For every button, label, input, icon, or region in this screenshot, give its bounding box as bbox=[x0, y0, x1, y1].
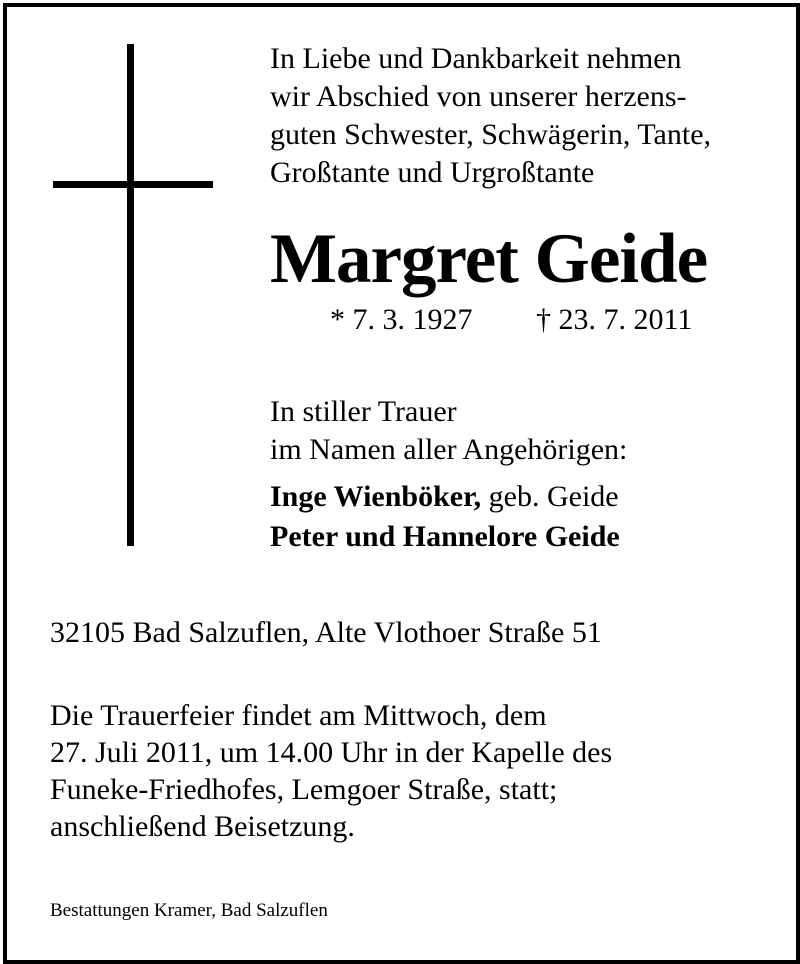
mourning-line: In stiller Trauer bbox=[270, 395, 457, 428]
mourner-list bbox=[270, 477, 620, 557]
undertaker: Bestattungen Kramer, Bad Salzuflen bbox=[50, 900, 328, 921]
mourning-text bbox=[270, 393, 627, 469]
mourner-entry bbox=[270, 517, 620, 557]
mourner-name: Peter und Hannelore Geide bbox=[270, 520, 620, 553]
ceremony-line: Die Trauerfeier findet am Mittwoch, dem bbox=[50, 699, 547, 732]
intro-line: wir Abschied von unserer herzens- bbox=[270, 80, 687, 113]
address: 32105 Bad Salzuflen, Alte Vlothoer Straße 51 bbox=[50, 616, 602, 649]
deceased-name: Margret Geide bbox=[270, 220, 708, 298]
ceremony-text bbox=[50, 697, 612, 845]
death-date: † 23. 7. 2011 bbox=[536, 303, 693, 336]
ceremony-line: 27. Juli 2011, um 14.00 Uhr in der Kapelle des bbox=[50, 736, 613, 769]
intro-text bbox=[270, 40, 780, 192]
intro-line: Großtante und Urgroßtante bbox=[270, 156, 595, 189]
ceremony-line: anschließend Beisetzung. bbox=[50, 810, 355, 843]
cross-icon-bar bbox=[53, 181, 213, 188]
mourning-line: im Namen aller Angehörigen: bbox=[270, 433, 628, 466]
ceremony-line: Funeke-Friedhofes, Lemgoer Straße, statt; bbox=[50, 773, 558, 806]
cross-icon bbox=[127, 44, 134, 546]
mourner-entry bbox=[270, 477, 620, 517]
intro-line: guten Schwester, Schwägerin, Tante, bbox=[270, 118, 712, 151]
mourner-suffix: geb. Geide bbox=[481, 480, 619, 513]
mourner-name: Inge Wienböker, bbox=[270, 480, 482, 513]
intro-line: In Liebe und Dankbarkeit nehmen bbox=[270, 42, 682, 75]
birth-date: * 7. 3. 1927 bbox=[330, 303, 473, 336]
